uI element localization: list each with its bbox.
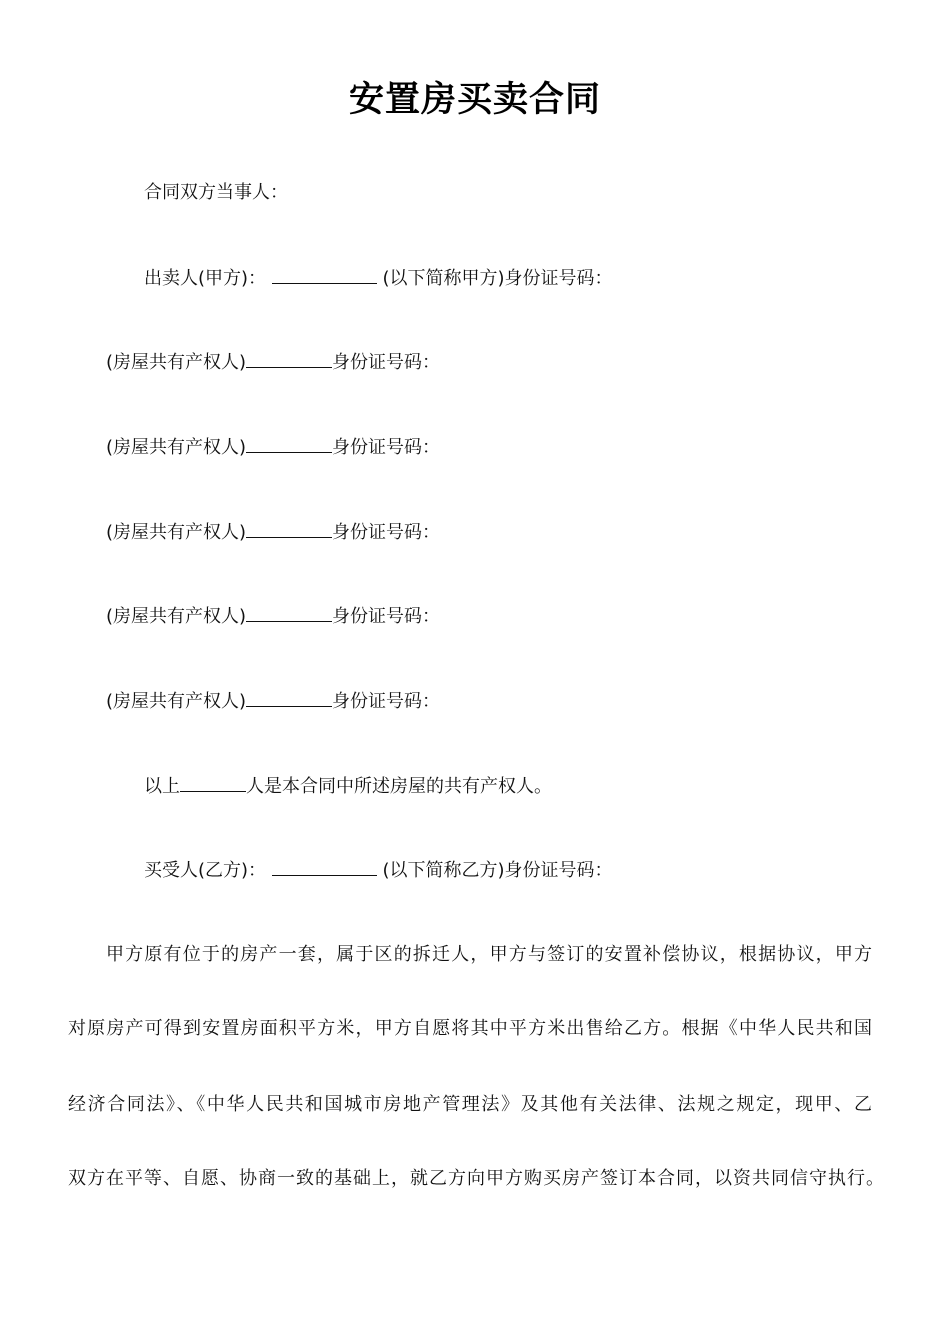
buyer-label: 买受人(乙方)： (144, 860, 267, 881)
co-owner-name-blank (246, 434, 332, 453)
paragraph-line: 双方在平等、自愿、协商一致的基础上，就乙方向甲方购买房产签订本合同，以资共同信守执行。 (68, 1168, 884, 1189)
buyer-name-blank (272, 857, 377, 876)
co-owner-line (106, 349, 440, 376)
co-owner-label: (房屋共有产权人) (106, 437, 247, 458)
document-title: 安置房买卖合同 (348, 80, 601, 120)
seller-suffix: (以下简称甲方)身份证号码： (382, 268, 613, 289)
co-owner-summary-suffix: 人是本合同中所述房屋的共有产权人。 (246, 776, 552, 797)
co-owner-name-blank (246, 603, 332, 622)
co-owner-count-blank (180, 773, 246, 792)
co-owner-label: (房屋共有产权人) (106, 606, 247, 627)
co-owner-name-blank (246, 688, 332, 707)
co-owner-line (106, 434, 440, 461)
co-owner-suffix: 身份证号码： (332, 522, 441, 543)
paragraph-line: 甲方原有位于的房产一套，属于区的拆迁人，甲方与签订的安置补偿协议，根据协议，甲方 (106, 944, 872, 965)
co-owner-suffix: 身份证号码： (332, 437, 441, 458)
co-owner-line (106, 688, 440, 715)
parties-heading: 合同双方当事人： (144, 182, 288, 203)
co-owner-label: (房屋共有产权人) (106, 352, 247, 373)
co-owner-label: (房屋共有产权人) (106, 522, 247, 543)
co-owner-name-blank (246, 519, 332, 538)
co-owner-suffix: 身份证号码： (332, 691, 441, 712)
co-owner-line (106, 603, 440, 630)
seller-label: 出卖人(甲方)： (144, 268, 267, 289)
paragraph-line: 对原房产可得到安置房面积平方米，甲方自愿将其中平方米出售给乙方。根据《中华人民共和国 (68, 1018, 872, 1039)
seller-name-blank (272, 265, 377, 284)
co-owner-name-blank (246, 349, 332, 368)
seller-line (144, 265, 613, 292)
buyer-line (144, 857, 613, 884)
co-owner-suffix: 身份证号码： (332, 352, 441, 373)
co-owner-label: (房屋共有产权人) (106, 691, 247, 712)
co-owner-summary (144, 773, 552, 800)
co-owner-suffix: 身份证号码： (332, 606, 441, 627)
paragraph-line: 经济合同法》、《中华人民共和国城市房地产管理法》及其他有关法律、法规之规定，现甲、乙 (68, 1094, 872, 1115)
buyer-suffix: (以下简称乙方)身份证号码： (382, 860, 613, 881)
co-owner-line (106, 519, 440, 546)
co-owner-summary-prefix: 以上 (144, 776, 180, 797)
